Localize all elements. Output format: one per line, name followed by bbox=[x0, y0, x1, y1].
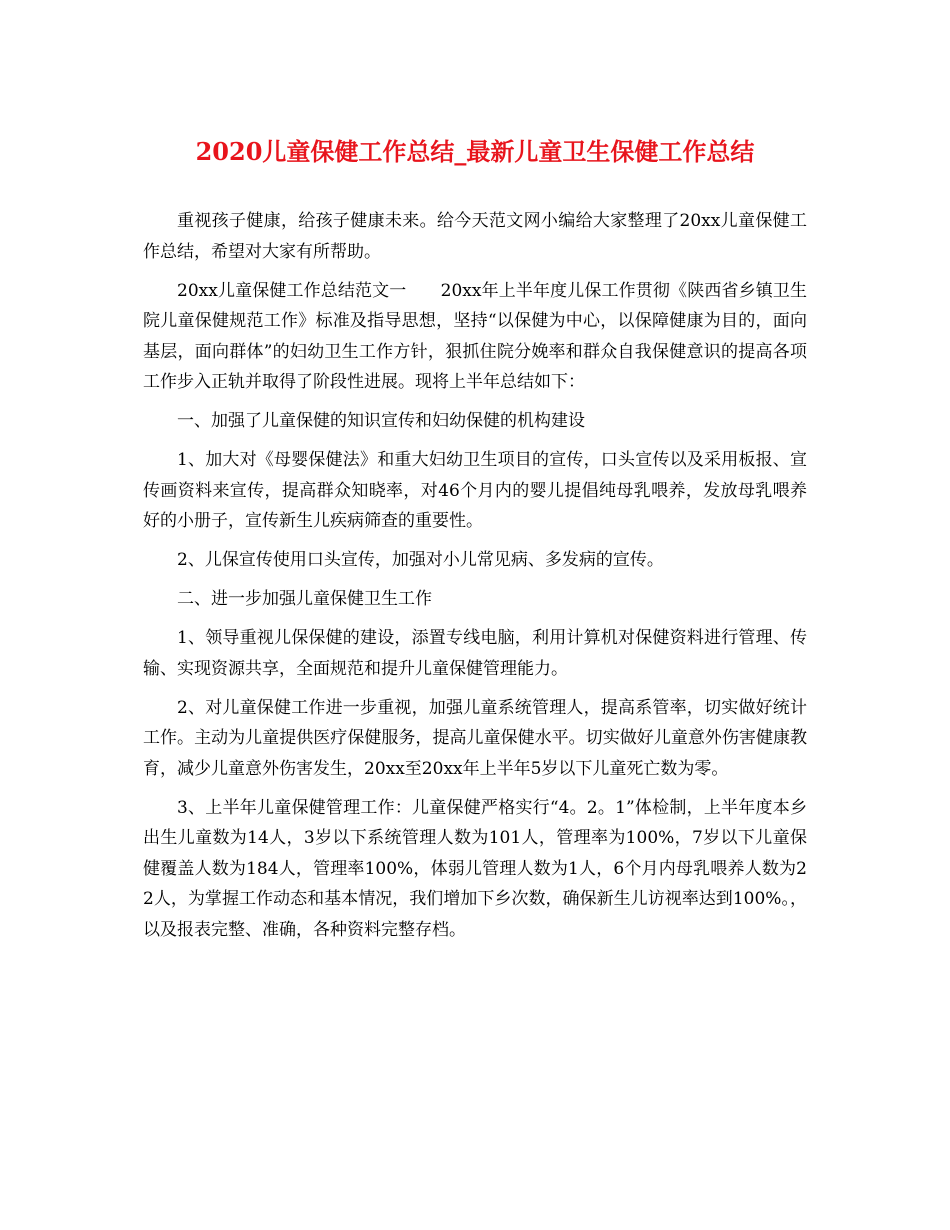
section-heading-1: 一、加强了儿童保健的知识宣传和妇幼保健的机构建设 bbox=[177, 411, 585, 431]
paragraph-2-2: 2、对儿童保健工作进一步重视，加强儿童系统管理人，提高系管率，切实做好统计工作。主动为儿童提供医疗保健服务，提高儿童保健水平。切实做好儿童意外伤害健康教育，减少儿童意外伤害发生，20xx至20xx年上半年5岁以下儿童死亡数为零。 bbox=[143, 697, 807, 779]
paragraph-1-1: 1、加大对《母婴保健法》和重大妇幼卫生项目的宣传，口头宣传以及采用板报、宣传画资料来宣传，提高群众知晓率，对46个月内的婴儿提倡纯母乳喂养，发放母乳喂养好的小册子，宣传新生儿疾病筛查的重要性。 bbox=[143, 450, 807, 531]
paragraph-sample-one: 20xx儿童保健工作总结范文一 20xx年上半年度儿保工作贯彻《陕西省乡镇卫生院儿童保健规范工作》标准及指导思想，坚持“以保健为中心，以保障健康为目的，面向基层，面向群体”的妇幼卫生工作方针，狠抓住院分娩率和群众自我保健意识的提高各项工作步入正轨并取得了阶段性进展。现将上半年总结如下： bbox=[143, 280, 807, 392]
paragraph-intro: 重视孩子健康，给孩子健康未来。给今天范文网小编给大家整理了20xx儿童保健工作总结，希望对大家有所帮助。 bbox=[143, 211, 807, 262]
document-title: 2020儿童保健工作总结_最新儿童卫生保健工作总结 bbox=[195, 137, 755, 166]
paragraph-2-3: 3、上半年儿童保健管理工作：儿童保健严格实行“4。2。1”体检制，上半年度本乡出生儿童数为14人，3岁以下系统管理人数为101人，管理率为100%，7岁以下儿童保健覆盖人数为184人，管理率100%，体弱儿管理人数为1人，6个月内母乳喂养人数为22人，为掌握工作动态和基本情况，我们增加下乡次数，确保新生儿访视率达到100%。，以及报表完整、准确，各种资料完整存档。 bbox=[143, 797, 807, 940]
document-body bbox=[143, 206, 807, 945]
paragraph-1-2: 2、儿保宣传使用口头宣传，加强对小儿常见病、多发病的宣传。 bbox=[177, 550, 664, 570]
paragraph-2-1: 1、领导重视儿保保健的建设，添置专线电脑，利用计算机对保健资料进行管理、传输、实现资源共享，全面规范和提升儿童保健管理能力。 bbox=[143, 628, 807, 679]
section-heading-2: 二、进一步加强儿童保健卫生工作 bbox=[177, 589, 432, 609]
